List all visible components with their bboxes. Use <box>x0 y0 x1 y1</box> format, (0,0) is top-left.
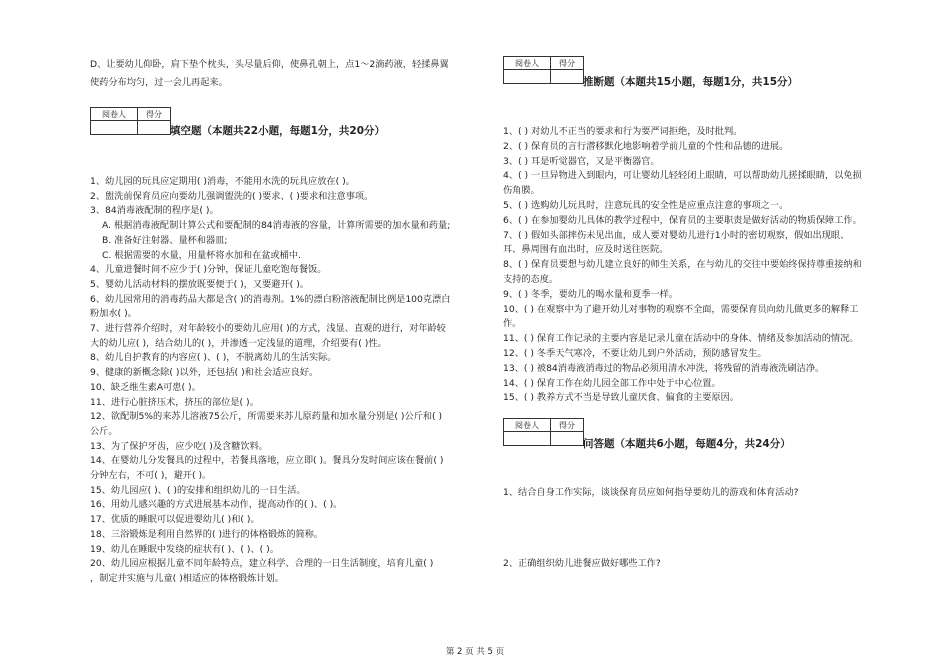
judge-line-9: 耳、鼻周围有血出时，应及时送往医院。 <box>503 244 669 256</box>
fill-line-16: 11、进行心脏挤压术，挤压的部位是( )。 <box>90 396 259 408</box>
reviewer-label: 阅卷人 <box>91 108 138 121</box>
fill-line-20: 14、在婴幼儿分发餐具的过程中，若餐具落地，应立即( )。餐具分发时间应该在餐前( ) <box>90 455 444 467</box>
reviewer-cell <box>91 121 138 135</box>
fill-line-6: C. 根据需要的水量，用量杯将水加和在盆或桶中. <box>102 249 301 261</box>
judge-line-7: 6、( ) 在参加婴幼儿具体的教学过程中，保育员的主要职责是做好活动的物质保障工作。 <box>503 214 862 226</box>
judge-line-3: 3、( ) 耳是听觉器官，又是平衡器官。 <box>503 155 660 167</box>
fill-line-13: 8、幼儿自护教育的内容应( )、( )，不脱离幼儿的生活实际。 <box>90 352 337 364</box>
fill-line-7: 4、儿童进餐时间不应少于( )分钟，保证儿童吃饱每餐饭。 <box>90 264 327 276</box>
judge-line-5: 伤角膜。 <box>503 185 540 197</box>
judge-line-11: 支持的态度。 <box>503 274 559 285</box>
qa-question-1: 1、结合自身工作实际，谈谈保育员应如何指导要幼儿的游戏和体育活动? <box>503 487 799 498</box>
fill-line-11: 7、进行营养介绍时，对年龄较小的要幼儿应用( )的方式，浅显、直观的进行，对年龄较 <box>90 323 446 334</box>
judge-line-10: 8、( ) 保育员要想与幼儿建立良好的师生关系，在与幼儿的交往中要始终保持尊重接纳和 <box>503 259 862 271</box>
fill-line-14: 9、健康的新概念除( )以外，还包括( )和社会适应良好。 <box>90 367 319 379</box>
judge-line-16: 12、( ) 冬季天气寒冷，不要让幼儿到户外活动，预防感冒发生。 <box>503 348 767 359</box>
judge-line-15: 11、( ) 保育工作记录的主要内容是记录儿童在活动中的身体、情绪及参加活动的情况。 <box>503 333 859 345</box>
fill-line-3: 3、84消毒液配制的程序是( )。 <box>90 205 219 217</box>
fill-line-21: 分钟左右，不可( )，避开( )。 <box>90 470 212 481</box>
score-label: 得分 <box>551 57 584 70</box>
fill-line-18: 公斤。 <box>90 425 118 437</box>
reviewer-label: 阅卷人 <box>504 419 551 432</box>
fill-line-22: 15、幼儿园应( )、( )的安排和组织幼儿的一日生活。 <box>90 484 306 496</box>
fill-line-17: 12、欲配制5%的来苏儿溶液75公斤，所需要来苏儿原药量和加水量分别是( )公斤和( ) <box>90 411 443 423</box>
fill-line-10: 粉加水( )。 <box>90 308 137 320</box>
fill-line-27: 20、幼儿园应根据儿童不同年龄特点，建立科学、合理的一日生活制度，培育儿童( ) <box>90 558 434 570</box>
judge-score-box <box>503 56 584 84</box>
score-label: 得分 <box>138 108 171 121</box>
fill-line-25: 18、三浴锻炼是利用自然界的( )进行的体格锻炼的简称。 <box>90 528 324 540</box>
reviewer-cell <box>504 432 551 446</box>
fill-line-1: 1、幼儿园的玩具应定期用( )消毒，不能用水洗的玩具应放在( )。 <box>90 176 355 187</box>
fill-line-9: 6、幼儿园常用的消毒药品大都是含( )的消毒剂。1%的漂白粉溶液配制比例是100克漂白 <box>90 293 451 305</box>
fill-line-5: B. 准备好注射器、量杯和器皿; <box>102 234 228 246</box>
judge-line-6: 5、( ) 选购幼儿玩具时，注意玩具的安全性是应重点注意的事项之一。 <box>503 200 789 211</box>
qa-section-title: 问答题（本题共6小题，每题4分，共24分） <box>583 438 791 450</box>
score-cell <box>551 70 584 84</box>
qa-question-2: 2、正确组织幼儿进餐应做好哪些工作? <box>503 558 661 569</box>
fill-line-19: 13、为了保护牙齿，应少吃( )及含糖饮料。 <box>90 440 268 452</box>
judge-line-14: 作。 <box>503 318 522 330</box>
fill-line-15: 10、缺乏维生素A可患( )。 <box>90 381 201 393</box>
fill-line-24: 17、优质的睡眠可以促进婴幼儿( )和( )。 <box>90 514 260 526</box>
judge-line-19: 15、( ) 教养方式不当是导致儿童厌食、偏食的主要原因。 <box>503 392 740 404</box>
fill-line-12: 大的幼儿应( )，结合幼儿的( )，并渗透一定浅显的道理，介绍要有( )性。 <box>90 337 387 349</box>
judge-line-2: 2、( ) 保育员的言行潜移默化地影响着学前儿童的个性和品德的进展。 <box>503 140 789 152</box>
fill-line-26: 19、幼儿在睡眠中发绕的症状有( )、( )、( )。 <box>90 543 279 555</box>
page-footer: 第 2 页 共 5 页 <box>445 647 505 657</box>
fill-section-title: 填空题（本题共22小题，每题1分，共20分） <box>170 125 386 137</box>
score-label: 得分 <box>551 419 584 432</box>
judge-line-8: 7、( ) 假如头部摔伤未见出血，成人要对婴幼儿进行1小时的密切观察，假如出现眼、 <box>503 229 850 241</box>
qa-score-box <box>503 418 584 446</box>
score-cell <box>551 432 584 446</box>
intro-line-2: 使药分布均匀，过一会儿再起来。 <box>90 77 228 88</box>
fill-line-8: 5、婴幼儿活动材料的摆放既要便于( )，又要避开( )。 <box>90 278 309 290</box>
judge-line-12: 9、( ) 冬季，要幼儿的喝水量和夏季一样。 <box>503 288 679 300</box>
fill-line-2: 2、盥洗前保育员应向要幼儿强调盥洗的( )要求、( )要求和注意事项。 <box>90 190 374 202</box>
score-cell <box>138 121 171 135</box>
judge-line-13: 10、( ) 在观察中为了避开幼儿对事物的观察不全面，需要保育员向幼儿做更多的解释工 <box>503 303 859 315</box>
reviewer-cell <box>504 70 551 84</box>
judge-line-17: 13、( ) 被84消毒液消毒过的物品必须用清水冲洗，将残留的消毒液洗刷洁净。 <box>503 362 825 374</box>
fill-line-23: 16、用幼儿感兴趣的方式进展基本动作，提高动作的( )、( )。 <box>90 499 343 511</box>
judge-line-1: 1、( ) 对幼儿不正当的要求和行为要严词拒绝，及时批判。 <box>503 126 743 137</box>
judge-line-18: 14、( ) 保育工作在幼儿园全部工作中处于中心位置。 <box>503 377 721 389</box>
intro-line-1: D、让要幼儿仰卧，肩下垫个枕头，头尽量后仰，使鼻孔朝上，点1～2滴药液，轻揉鼻翼 <box>90 59 449 70</box>
fill-score-box <box>90 107 171 135</box>
reviewer-label: 阅卷人 <box>504 57 551 70</box>
judge-line-4: 4、( ) 一旦异物进入到眼内，可让婴幼儿轻轻闭上眼睛，可以帮助幼儿搓揉眼睛，以免损 <box>503 170 862 182</box>
judge-section-title: 推断题（本题共15小题，每题1分，共15分） <box>583 76 799 88</box>
fill-line-4: A. 根据消毒液配制计算公式和要配制的84消毒液的容量，计算所需要的加水量和药量; <box>102 220 451 232</box>
fill-line-28: ，制定并实施与儿童( )相适应的体格锻炼计划。 <box>90 572 284 584</box>
